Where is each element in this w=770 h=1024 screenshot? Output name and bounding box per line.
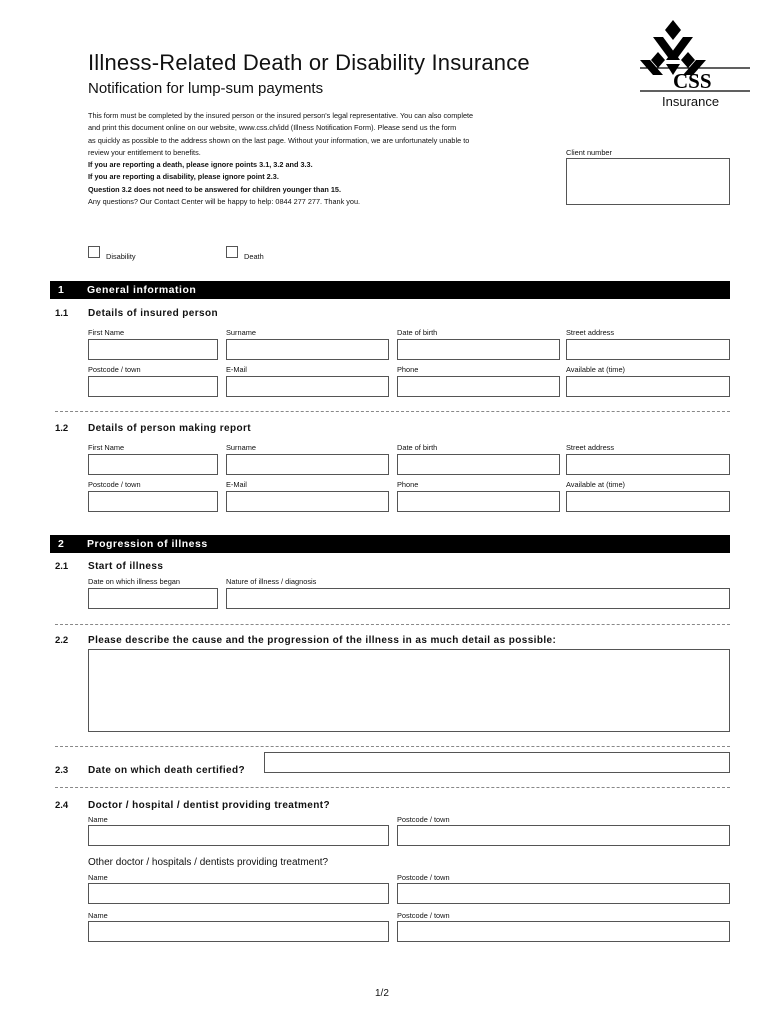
- field-label: E-Mail: [226, 365, 247, 374]
- subsection-title: Please describe the cause and the progression of the illness in as much detail as possible:: [88, 635, 557, 646]
- death-label: Death: [244, 252, 264, 261]
- death-certified-date-field[interactable]: [264, 752, 730, 773]
- field-label: Street address: [566, 443, 615, 452]
- subsection-number: 1.1: [55, 308, 69, 319]
- subsection-number: 2.4: [55, 800, 69, 811]
- field-label: Phone: [397, 365, 419, 374]
- doctor-name-field[interactable]: [88, 825, 389, 846]
- field-label: Phone: [397, 480, 419, 489]
- subsection-title: Details of insured person: [88, 308, 219, 319]
- divider: [55, 624, 730, 625]
- field-label: Available at (time): [566, 480, 626, 489]
- reporter-postcode-field[interactable]: [88, 491, 218, 512]
- doctor-postcode-field[interactable]: [397, 825, 730, 846]
- subsection-number: 1.2: [55, 423, 69, 434]
- illness-start-date-field[interactable]: [88, 588, 218, 609]
- divider: [55, 787, 730, 788]
- insured-available-field[interactable]: [566, 376, 730, 397]
- field-label: First Name: [88, 328, 125, 337]
- form-title: Illness-Related Death or Disability Insurance: [88, 50, 530, 75]
- logo-brand: CSS: [673, 69, 712, 93]
- client-number-field[interactable]: [566, 158, 730, 205]
- logo-subtext: Insurance: [662, 94, 720, 109]
- field-label: Date of birth: [397, 328, 438, 337]
- instruction-line: If you are reporting a disability, please ignore point 2.3.: [88, 172, 279, 182]
- field-label: Date of birth: [397, 443, 438, 452]
- field-label: Surname: [226, 328, 256, 337]
- illness-description-textarea[interactable]: [88, 649, 730, 732]
- field-label: Postcode / town: [88, 365, 141, 374]
- other-doctor-name-field-2[interactable]: [88, 921, 389, 942]
- field-label: Surname: [226, 443, 256, 452]
- contact-line: Any questions? Our Contact Center will be happy to help: 0844 277 277. Thank you.: [88, 197, 361, 207]
- section-2-header: [50, 535, 730, 553]
- insured-dob-field[interactable]: [397, 339, 560, 360]
- subsection-number: 2.1: [55, 561, 69, 572]
- death-checkbox[interactable]: [226, 246, 238, 258]
- field-label: Postcode / town: [397, 815, 450, 824]
- subsection-title: Date on which death certified?: [88, 765, 246, 776]
- reporter-street-field[interactable]: [566, 454, 730, 475]
- subsection-number: 2.3: [55, 765, 69, 776]
- other-doctor-postcode-field-2[interactable]: [397, 921, 730, 942]
- insured-first-name-field[interactable]: [88, 339, 218, 360]
- instruction-line: Question 3.2 does not need to be answered for children younger than 15.: [88, 184, 342, 194]
- subsection-number: 2.2: [55, 635, 69, 646]
- subsection-title: Start of illness: [88, 561, 164, 572]
- insured-postcode-field[interactable]: [88, 376, 218, 397]
- other-doctor-postcode-field-1[interactable]: [397, 883, 730, 904]
- field-label: Name: [88, 911, 108, 920]
- reporter-available-field[interactable]: [566, 491, 730, 512]
- disability-label: Disability: [106, 252, 136, 261]
- intro-text: [88, 110, 548, 208]
- instruction-line: If you are reporting a death, please ignore points 3.1, 3.2 and 3.3.: [88, 160, 313, 170]
- field-label: Postcode / town: [397, 873, 450, 882]
- reporter-dob-field[interactable]: [397, 454, 560, 475]
- subsection-title: Details of person making report: [88, 423, 251, 434]
- field-label: Postcode / town: [397, 911, 450, 920]
- insured-email-field[interactable]: [226, 376, 389, 397]
- section-title: General information: [87, 284, 197, 296]
- insured-surname-field[interactable]: [226, 339, 389, 360]
- insured-phone-field[interactable]: [397, 376, 560, 397]
- field-label: E-Mail: [226, 480, 247, 489]
- reporter-surname-field[interactable]: [226, 454, 389, 475]
- section-1-header: [50, 281, 730, 299]
- subsection-title: Doctor / hospital / dentist providing treatment?: [88, 800, 330, 811]
- form-subtitle: Notification for lump-sum payments: [88, 80, 324, 97]
- field-label: Street address: [566, 328, 615, 337]
- divider: [55, 746, 730, 747]
- intro-line: review your entitlement to benefits.: [88, 147, 201, 157]
- client-number-label: Client number: [566, 148, 613, 157]
- field-label: Available at (time): [566, 365, 626, 374]
- field-label: Date on which illness began: [88, 577, 181, 586]
- insured-street-field[interactable]: [566, 339, 730, 360]
- other-doctors-title: Other doctor / hospitals / dentists providing treatment?: [88, 857, 329, 868]
- section-number: 2: [58, 538, 65, 550]
- other-doctor-name-field-1[interactable]: [88, 883, 389, 904]
- intro-line: This form must be completed by the insured person or the insured person's legal representative. You can also complete: [88, 111, 474, 120]
- disability-checkbox[interactable]: [88, 246, 100, 258]
- intro-line: and print this document online on our website, www.css.ch/idd (Illness Notification Form). Please send us the form: [88, 123, 457, 133]
- section-title: Progression of illness: [87, 538, 208, 550]
- field-label: Nature of illness / diagnosis: [226, 577, 317, 586]
- section-number: 1: [58, 284, 65, 296]
- field-label: First Name: [88, 443, 125, 452]
- field-label: Name: [88, 873, 108, 882]
- divider: [55, 411, 730, 412]
- field-label: Postcode / town: [88, 480, 141, 489]
- reporter-first-name-field[interactable]: [88, 454, 218, 475]
- reporter-email-field[interactable]: [226, 491, 389, 512]
- intro-line: as quickly as possible to the address shown on the last page. Without your information, we are unfortunately unable to: [88, 135, 470, 145]
- illness-nature-field[interactable]: [226, 588, 730, 609]
- page-number: 1/2: [375, 988, 389, 999]
- reporter-phone-field[interactable]: [397, 491, 560, 512]
- field-label: Name: [88, 815, 108, 824]
